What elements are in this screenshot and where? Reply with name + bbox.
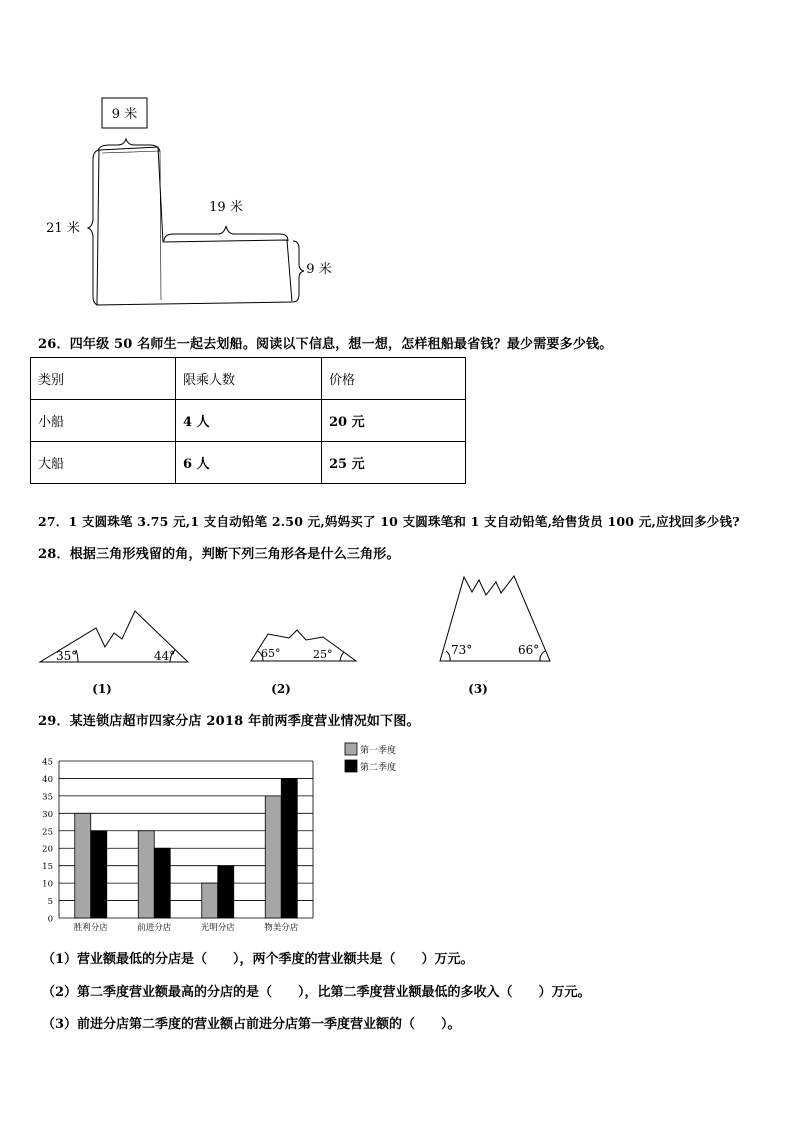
row-large-boat-price: 25 元 <box>322 442 466 484</box>
triangle-1-label: (1) <box>92 682 112 696</box>
y-tick-label: 30 <box>42 809 53 820</box>
header-category: 类别 <box>31 358 176 400</box>
bar-2-3 <box>218 866 234 918</box>
table-row <box>31 442 466 484</box>
triangle-2-label: (2) <box>271 682 291 696</box>
legend-label-2: 第二季度 <box>360 763 397 773</box>
right-brace <box>293 241 304 302</box>
bar-1-4 <box>265 796 281 918</box>
middle-length-label: 19 米 <box>209 200 243 215</box>
table-header-row <box>31 358 466 400</box>
header-price: 价格 <box>322 358 466 400</box>
row-small-boat-capacity: 4 人 <box>176 400 322 442</box>
triangles-figure <box>0 565 794 700</box>
triangle-2-angle-right: 25° <box>313 648 333 661</box>
question-28-text: 28．根据三角形残留的角，判断下列三角形各是什么三角形。 <box>38 547 400 562</box>
bar-1-1 <box>75 813 91 918</box>
x-tick-label: 光明分店 <box>200 923 235 933</box>
question-29-sub1: （1）营业额最低的分店是（ ），两个季度的营业额共是（ ）万元。 <box>42 952 474 967</box>
left-height-label: 21 米 <box>46 221 80 236</box>
chart-x-axis <box>74 922 299 933</box>
middle-brace <box>164 226 288 241</box>
y-tick-label: 35 <box>42 792 53 803</box>
chart-legend <box>345 743 396 773</box>
triangle-3 <box>440 576 550 696</box>
l-shape-figure <box>0 0 794 330</box>
row-small-boat-name: 小船 <box>31 400 176 442</box>
l-shape-inner-line <box>102 151 161 300</box>
bar-2-1 <box>91 831 107 918</box>
y-tick-label: 20 <box>42 844 53 855</box>
table-row <box>31 400 466 442</box>
legend-swatch-2 <box>345 760 357 772</box>
y-tick-label: 15 <box>42 862 53 873</box>
triangle-2 <box>251 630 356 696</box>
question-29-text: 29．某连锁店超市四家分店 2018 年前两季度营业情况如下图。 <box>38 714 420 729</box>
question-27-text: 27．1 支圆珠笔 3.75 元,1 支自动铅笔 2.50 元,妈妈买了 10 支圆珠笔和 1 支自动铅笔,给售货员 100 元,应找回多少钱? <box>38 514 740 529</box>
chart-y-axis <box>42 758 53 925</box>
y-tick-label: 40 <box>42 774 53 785</box>
bar-1-3 <box>202 883 218 918</box>
y-tick-label: 25 <box>42 827 53 838</box>
bar-2-2 <box>154 848 170 918</box>
row-large-boat-name: 大船 <box>31 442 176 484</box>
bar-1-2 <box>138 831 154 918</box>
triangle-1-angle-left: 35° <box>56 649 78 663</box>
x-tick-label: 胜利分店 <box>73 923 108 933</box>
row-small-boat-price: 20 元 <box>322 400 466 442</box>
question-29-sub3: （3）前进分店第二季度的营业额占前进分店第一季度营业额的（ ）。 <box>42 1017 461 1032</box>
y-tick-label: 45 <box>42 757 53 768</box>
y-tick-label: 10 <box>42 879 53 890</box>
question-26-text: 26．四年级 50 名师生一起去划船。阅读以下信息，想一想，怎样租船最省钱？最少需要多少钱。 <box>38 337 613 352</box>
triangle-1-angle-right: 44° <box>154 649 176 663</box>
triangle-3-angle-left: 73° <box>451 643 473 657</box>
right-height-label: 9 米 <box>306 262 332 277</box>
triangle-1 <box>40 611 188 696</box>
y-tick-label: 5 <box>47 897 53 908</box>
bar-2-4 <box>281 778 297 918</box>
x-tick-label: 物美分店 <box>264 923 299 933</box>
triangle-2-angle-left: 65° <box>261 647 281 660</box>
quarterly-sales-bar-chart <box>0 735 440 935</box>
x-tick-label: 前进分店 <box>137 923 172 933</box>
legend-label-1: 第一季度 <box>360 746 397 756</box>
triangle-3-label: (3) <box>468 682 488 696</box>
l-shape-outline <box>97 147 292 305</box>
boat-pricing-table <box>30 357 466 484</box>
legend-swatch-1 <box>345 743 357 755</box>
header-capacity: 限乘人数 <box>176 358 322 400</box>
triangle-3-angle-right: 66° <box>518 643 540 657</box>
top-width-label: 9 米 <box>111 107 138 122</box>
y-tick-label: 0 <box>47 914 53 925</box>
row-large-boat-capacity: 6 人 <box>176 442 322 484</box>
question-29-sub2: （2）第二季度营业额最高的分店的是（ ），比第二季度营业额最低的多收入（ ）万元。 <box>42 985 591 1000</box>
